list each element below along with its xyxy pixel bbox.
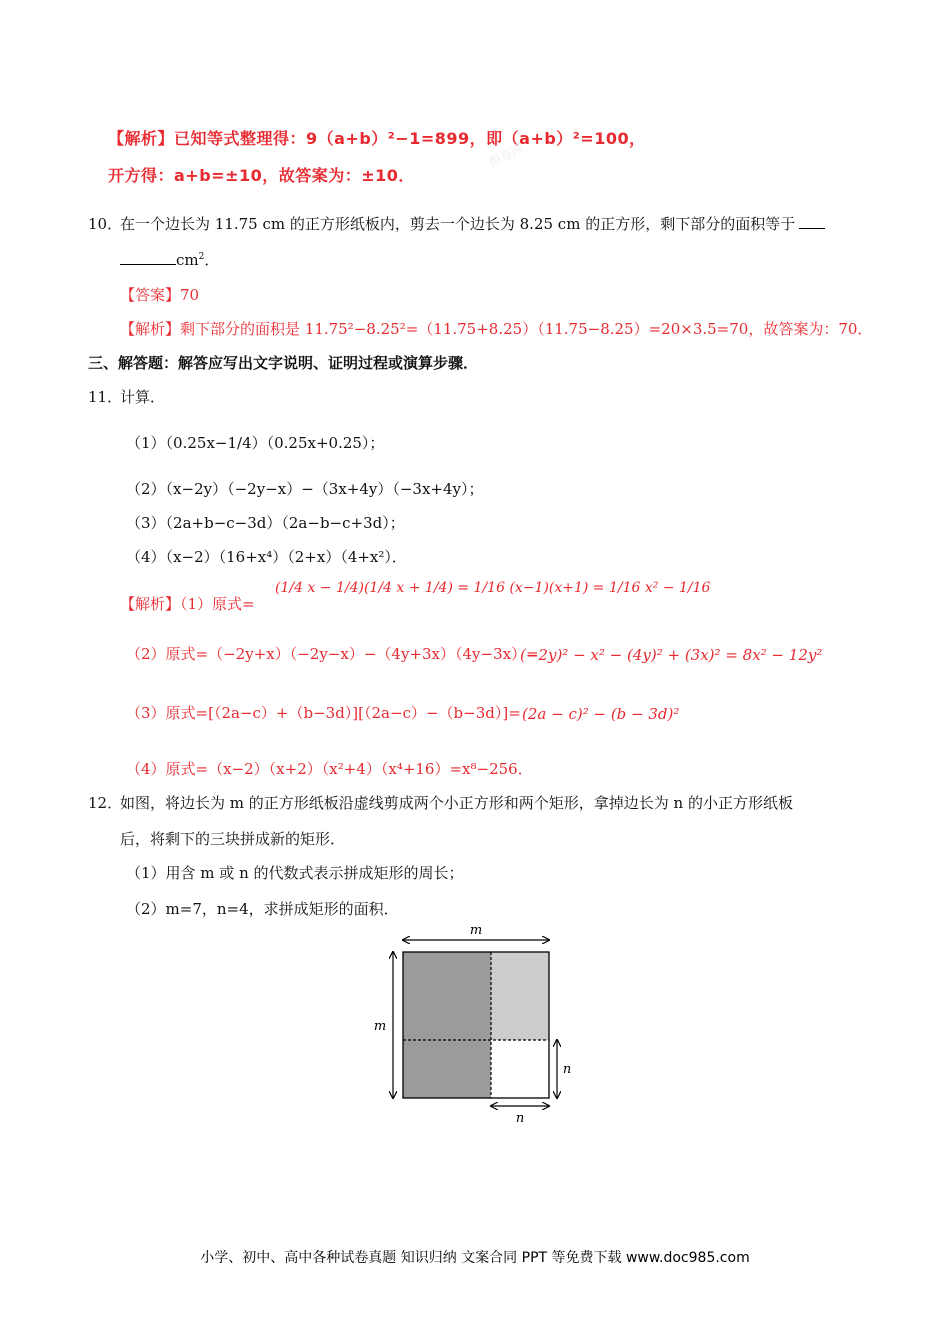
q9-analysis-line-1: 【解析】已知等式整理得：9（a+b）²−1=899，即（a+b）²=100， xyxy=(108,129,646,148)
q10-number: 10． xyxy=(88,215,123,233)
q11-item-4: （4）（x−2）（16+x⁴）（2+x）（4+x²）． xyxy=(126,548,407,566)
q10-blank-2 xyxy=(120,250,176,265)
top-m-label: m xyxy=(469,923,483,938)
square-cut-figure xyxy=(360,918,590,1128)
q10-unit-exp: 2 xyxy=(198,252,205,262)
left-m-label: m xyxy=(373,1019,387,1034)
q10-analysis-text: 剩下部分的面积是 11.75²−8.25²=（11.75+8.25）（11.75−8.25）=20×3.5=70，故答案为：70． xyxy=(180,320,873,338)
q11-sol-3-math: (2a − c)² − (b − 3d)² xyxy=(522,705,680,723)
q10-text xyxy=(120,213,825,234)
q11-sol-4: （4）原式=（x−2）（x+2）（x²+4）（x⁴+16）=x⁸−256． xyxy=(126,760,533,778)
q10-answer xyxy=(120,284,199,305)
q10-period: ． xyxy=(204,251,220,269)
q10-text-before: 在一个边长为 11.75 cm 的正方形纸板内，剪去一个边长为 8.25 cm 的正方形，剩下部分的面积等于 xyxy=(120,215,796,233)
q11-analysis-label: 【解析】 xyxy=(120,595,181,613)
large-square xyxy=(403,952,491,1040)
q10-answer-label: 【答案】 xyxy=(120,286,181,304)
q11-item-1: （1）（0.25x−1/4）（0.25x+0.25）； xyxy=(126,434,385,452)
right-n-label: n xyxy=(562,1062,572,1077)
q12-line-2: 后，将剩下的三块拼成新的矩形． xyxy=(120,830,346,848)
watermark-text: 组卷网 xyxy=(486,140,526,169)
q10-text-cont xyxy=(120,249,219,270)
right-rectangle xyxy=(491,952,549,1040)
q11-sol-1 xyxy=(120,593,255,614)
q10-analysis xyxy=(120,318,872,339)
q12-number: 12． xyxy=(88,794,123,812)
page-footer: 小学、初中、高中各种试卷真题 知识归纳 文案合同 PPT 等免费下载 www.doc985.com xyxy=(200,1250,750,1266)
q10-answer-value: 70 xyxy=(180,286,200,304)
q11-sol-3-prefix: （3）原式=[（2a−c）+（b−3d）][（2a−c）−（b−3d）]= xyxy=(126,704,521,722)
q11-sol-1-math: (1/4 x − 1/4)(1/4 x + 1/4) = 1/16 (x−1)(x+1) = 1/16 x² − 1/16 xyxy=(275,580,711,596)
q11-sol-2-prefix: （2）原式=（−2y+x）（−2y−x）−（4y+3x）（4y−3x）= xyxy=(126,645,539,663)
q11-sol-1-prefix: （1）原式= xyxy=(180,595,255,613)
q11-item-3: （3）（2a+b−c−3d）（2a−b−c+3d）； xyxy=(126,514,405,532)
bottom-rectangle xyxy=(403,1040,491,1098)
q10-unit: cm xyxy=(176,251,199,269)
q10-analysis-label: 【解析】 xyxy=(120,320,181,338)
section-3-title: 三、解答题：解答应写出文字说明、证明过程或演算步骤． xyxy=(88,354,479,372)
q9-analysis-line-2: 开方得：a+b=±10，故答案为：±10． xyxy=(108,166,415,185)
q11-sol-2-math: (−2y)² − x² − (4y)² + (3x)² = 8x² − 12y² xyxy=(520,646,823,664)
q11-prompt: 计算． xyxy=(120,388,166,406)
q10-blank-1 xyxy=(799,214,825,229)
q12-sub-2: （2）m=7，n=4，求拼成矩形的面积． xyxy=(126,900,399,918)
q11-number: 11． xyxy=(88,388,123,406)
q11-item-2: （2）（x−2y）（−2y−x）−（3x+4y）（−3x+4y）； xyxy=(126,480,484,498)
q12-line-1: 如图，将边长为 m 的正方形纸板沿虚线剪成两个小正方形和两个矩形，拿掉边长为 n 的小正方形纸板 xyxy=(120,794,793,812)
q12-sub-1: （1）用含 m 或 n 的代数式表示拼成矩形的周长； xyxy=(126,864,464,882)
bottom-n-label: n xyxy=(515,1111,525,1126)
small-square-removed xyxy=(491,1040,549,1098)
